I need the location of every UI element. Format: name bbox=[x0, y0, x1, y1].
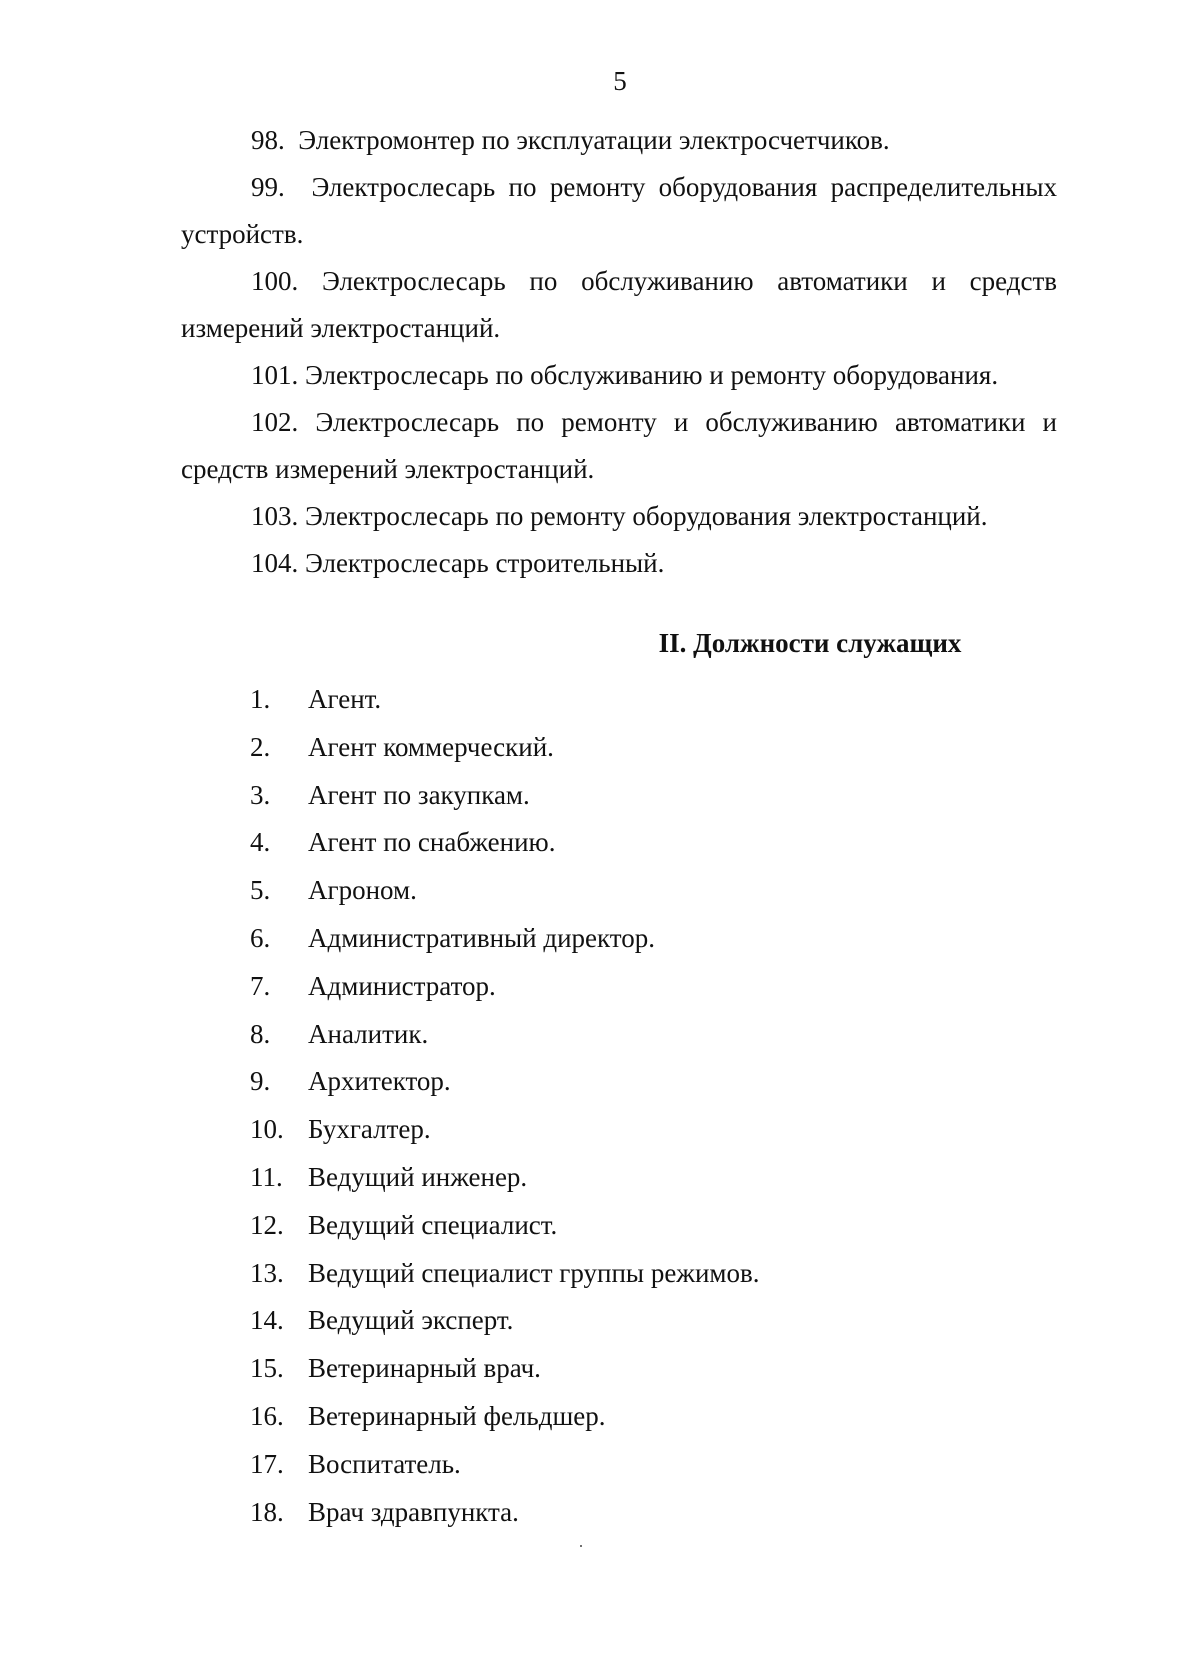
page-number: 5 bbox=[613, 66, 627, 96]
item-text: Электрослесарь по ремонту оборудования электростанций. bbox=[305, 501, 988, 531]
item-number: 8. bbox=[250, 1018, 271, 1049]
item-number: 3. bbox=[250, 779, 271, 810]
list-item bbox=[250, 676, 760, 724]
item-text: Врач здравпункта. bbox=[308, 1496, 519, 1527]
list-item bbox=[250, 1489, 760, 1537]
item-text: Электрослесарь строительный. bbox=[305, 548, 665, 578]
item-text: Агент коммерческий. bbox=[308, 731, 554, 762]
employees-list bbox=[250, 676, 760, 1536]
item-text: Агент по снабжению. bbox=[308, 827, 556, 858]
item-number: 13. bbox=[250, 1257, 284, 1288]
item-text: Электрослесарь по ремонту и обслуживанию автоматики и bbox=[315, 407, 1058, 437]
item-text: Электромонтер по эксплуатации электросчетчиков. bbox=[298, 125, 890, 155]
item-number: 102. bbox=[251, 407, 299, 437]
item-text: Ветеринарный фельдшер. bbox=[308, 1400, 606, 1431]
list-item bbox=[181, 352, 1057, 399]
item-number: 104. bbox=[251, 548, 299, 578]
item-number: 100. bbox=[251, 266, 299, 296]
item-text: Ведущий специалист. bbox=[308, 1209, 558, 1240]
list-item bbox=[250, 1393, 760, 1441]
list-item bbox=[250, 1106, 760, 1154]
list-item bbox=[250, 1058, 760, 1106]
item-number: 98. bbox=[251, 125, 285, 155]
item-number: 99. bbox=[251, 172, 285, 202]
item-number: 18. bbox=[250, 1496, 284, 1527]
item-text: Ведущий специалист группы режимов. bbox=[308, 1257, 760, 1288]
item-text-continuation: измерений электростанций. bbox=[181, 313, 501, 343]
item-number: 14. bbox=[250, 1305, 284, 1336]
item-text: Электрослесарь по обслуживанию автоматики и средств bbox=[321, 266, 1058, 296]
item-number: 17. bbox=[250, 1448, 284, 1479]
list-item bbox=[250, 867, 760, 915]
list-item bbox=[181, 117, 1057, 164]
list-item bbox=[250, 772, 760, 820]
item-number: 15. bbox=[250, 1353, 284, 1384]
item-number: 10. bbox=[250, 1114, 284, 1145]
list-item bbox=[250, 1441, 760, 1489]
item-number: 5. bbox=[250, 875, 271, 906]
list-item bbox=[181, 493, 1057, 540]
list-item bbox=[250, 1297, 760, 1345]
item-number: 12. bbox=[250, 1209, 284, 1240]
item-text: Агент. bbox=[308, 684, 382, 714]
item-text: Архитектор. bbox=[308, 1066, 451, 1097]
list-item bbox=[250, 1011, 760, 1059]
workers-list-tail bbox=[181, 117, 1057, 587]
item-text-continuation: устройств. bbox=[181, 219, 304, 249]
item-number: 6. bbox=[250, 922, 271, 953]
item-line bbox=[181, 164, 1057, 211]
item-text-continuation: средств измерений электростанций. bbox=[181, 454, 595, 484]
item-text: Администратор. bbox=[308, 970, 496, 1001]
section-heading: II. Должности служащих bbox=[658, 628, 962, 658]
item-text: Аналитик. bbox=[308, 1018, 429, 1049]
list-item bbox=[250, 819, 760, 867]
list-item bbox=[250, 963, 760, 1011]
item-line bbox=[181, 399, 1057, 446]
item-number: 16. bbox=[250, 1400, 284, 1431]
list-item bbox=[181, 399, 1057, 493]
item-text: Агроном. bbox=[308, 875, 417, 906]
item-number: 2. bbox=[250, 731, 271, 762]
scan-speck bbox=[580, 1545, 582, 1547]
item-text: Ветеринарный врач. bbox=[308, 1353, 541, 1384]
item-text: Ведущий инженер. bbox=[308, 1161, 528, 1192]
item-text: Бухгалтер. bbox=[308, 1114, 431, 1145]
item-number: 103. bbox=[251, 501, 299, 531]
item-text: Административный директор. bbox=[308, 922, 655, 953]
item-text: Агент по закупкам. bbox=[308, 779, 530, 810]
item-text: Электрослесарь по обслуживанию и ремонту оборудования. bbox=[305, 360, 999, 390]
list-item bbox=[181, 540, 1057, 587]
item-text: Воспитатель. bbox=[308, 1448, 461, 1479]
item-number: 1. bbox=[250, 684, 271, 714]
list-item bbox=[250, 1345, 760, 1393]
list-item bbox=[250, 915, 760, 963]
list-item bbox=[181, 258, 1057, 352]
item-number: 101. bbox=[251, 360, 299, 390]
item-number: 11. bbox=[250, 1161, 283, 1192]
list-item bbox=[250, 724, 760, 772]
item-number: 4. bbox=[250, 827, 271, 858]
item-text: Электрослесарь по ремонту оборудования распределительных bbox=[311, 172, 1057, 202]
item-number: 7. bbox=[250, 970, 271, 1001]
item-text: Ведущий эксперт. bbox=[308, 1305, 514, 1336]
item-line bbox=[181, 258, 1057, 305]
list-item bbox=[250, 1202, 760, 1250]
list-item bbox=[250, 1250, 760, 1298]
item-number: 9. bbox=[250, 1066, 271, 1097]
list-item bbox=[181, 164, 1057, 258]
list-item bbox=[250, 1154, 760, 1202]
